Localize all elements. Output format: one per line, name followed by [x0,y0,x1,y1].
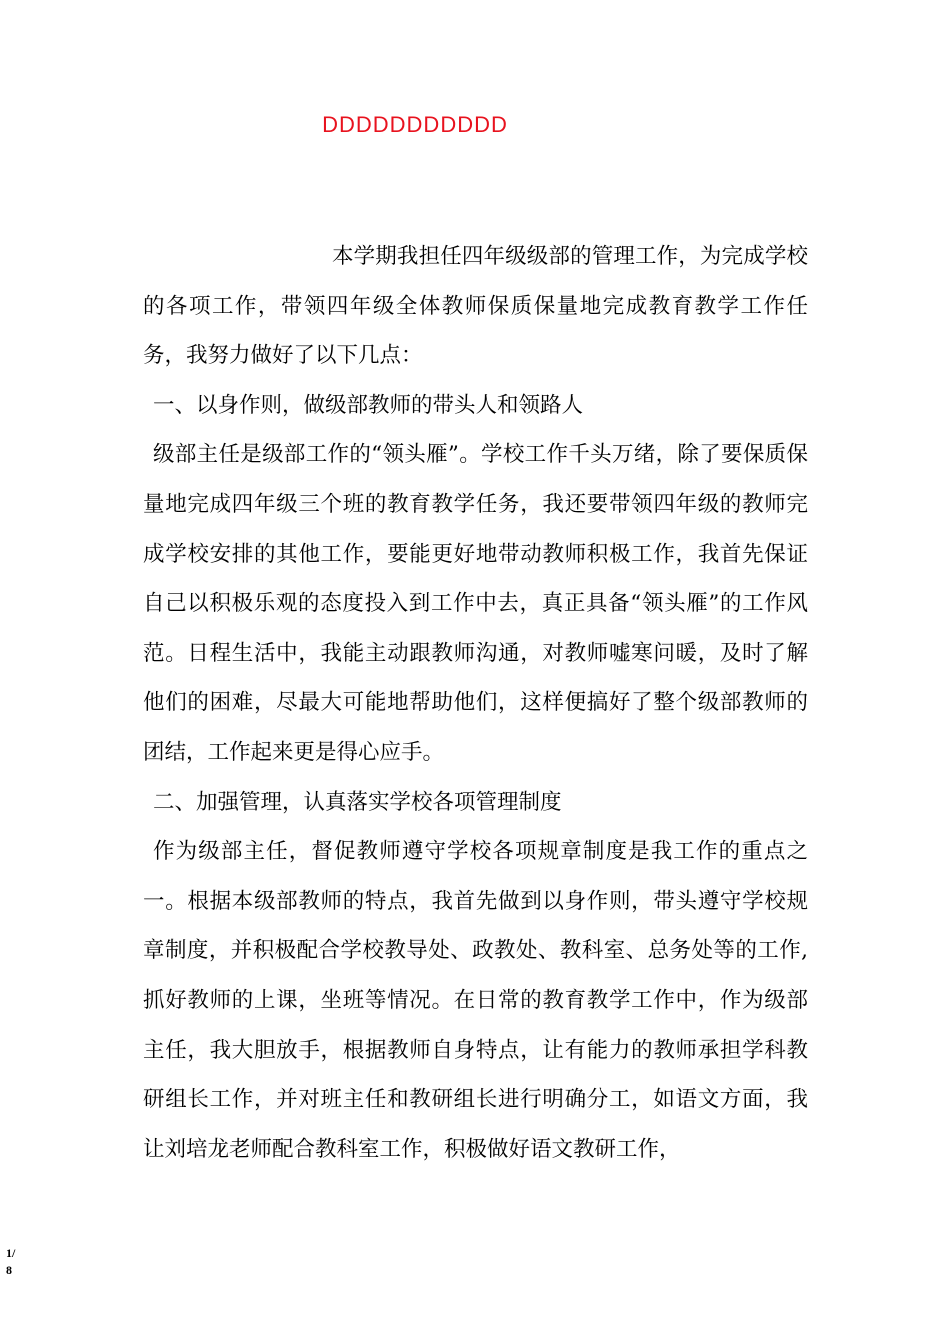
section-heading-1: 一、以身作则，做级部教师的带头人和领路人 [153,392,584,418]
document-title: DDDDDDDDDDD [322,112,508,137]
section-2-paragraph: 作为级部主任，督促教师遵守学校各项规章制度是我工作的重点之一。根据本级部教师的特点，我首先做到以身作则，带头遵守学校规章制度，并积极配合学校教导处、政教处、教科室、总务处等的工作,抓好教师的上课，坐班等情况。在日常的教育教学工作中，作为级部主任，我大胆放手，根据教师自身特点，让有能力的教师承担学科教研组长工作，并对班主任和教研组长进行明确分工，如语文方面，我让刘培龙老师配合教科室工作，积极做好语文教研工作， [143,839,808,1162]
document-body [143,232,808,1174]
section-1-paragraph: 级部主任是级部工作的“领头雁”。学校工作千头万绪，除了要保质保量地完成四年级三个班的教育教学任务，我还要带领四年级的教师完成学校安排的其他工作，要能更好地带动教师积极工作，我首先保证自己以积极乐观的态度投入到工作中去，真正具备“领头雁”的工作风范。日程生活中，我能主动跟教师沟通，对教师嘘寒问暖，及时了解他们的困难，尽最大可能地帮助他们，这样便搞好了整个级部教师的团结，工作起来更是得心应手。 [143,442,808,765]
page-number: 1/8 [6,1246,16,1277]
section-heading-2: 二、加强管理，认真落实学校各项管理制度 [153,789,562,815]
intro-paragraph: 本学期我担任四年级级部的管理工作，为完成学校的各项工作，带领四年级全体教师保质保量地完成教育教学工作任务，我努力做好了以下几点： [143,244,808,369]
